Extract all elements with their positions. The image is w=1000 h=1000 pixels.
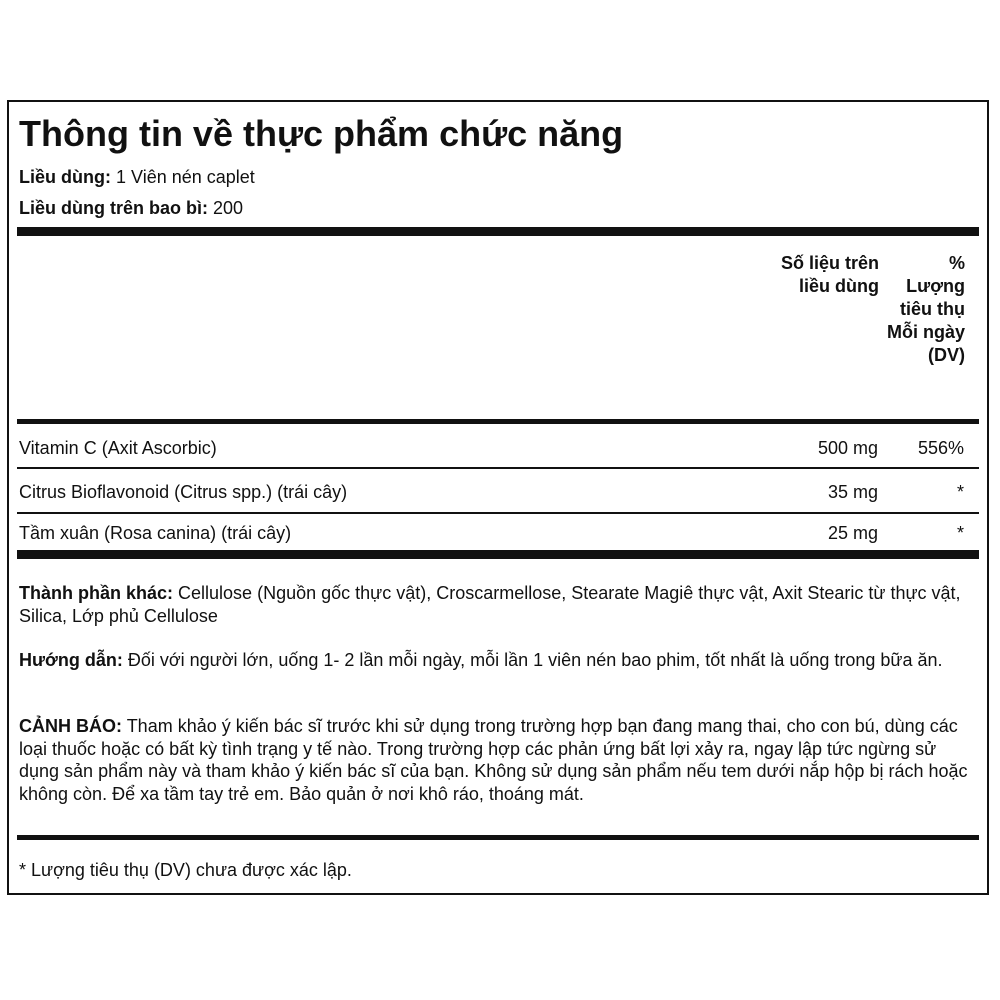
servings-per-container-value: 200: [213, 198, 244, 218]
serving-size-label: Liều dùng:: [19, 167, 111, 187]
divider-thick-top: [17, 227, 979, 236]
nutrient-name: Vitamin C (Axit Ascorbic): [19, 438, 217, 458]
column-header-daily-value: % Lượng tiêu thụ Mỗi ngày (DV): [887, 253, 966, 365]
nutrient-name: Citrus Bioflavonoid (Citrus spp.) (trái cây): [19, 482, 348, 502]
page-title: Thông tin về thực phẩm chức năng: [19, 113, 624, 154]
table-row: [19, 436, 964, 460]
servings-per-container: [19, 197, 243, 219]
nutrient-name: Tầm xuân (Rosa canina) (trái cây): [19, 523, 292, 543]
nutrient-amount: 500 mg: [817, 438, 878, 458]
nutrient-daily-value: *: [956, 523, 964, 543]
nutrient-daily-value: 556%: [917, 438, 964, 458]
serving-size-value: 1 Viên nén caplet: [116, 167, 255, 187]
directions-text: Đối với người lớn, uống 1- 2 lần mỗi ngày, mỗi lần 1 viên nén bao phim, tốt nhất là uống trong bữa ăn.: [127, 650, 943, 670]
other-ingredients-text: Cellulose (Nguồn gốc thực vật), Croscarmellose, Stearate Magiê thực vật, Axit Stearic từ thực vật, Silica, Lớp phủ Cellulose: [19, 583, 961, 626]
directions: [19, 649, 975, 672]
warning-label: CẢNH BÁO:: [19, 716, 122, 736]
directions-label: Hướng dẫn:: [19, 650, 123, 670]
nutrient-amount: 25 mg: [827, 523, 878, 543]
divider-thick-bottom: [17, 550, 979, 559]
column-header-amount: Số liệu trên liều dùng: [780, 253, 879, 296]
divider-footer: [17, 835, 979, 840]
warning: [19, 715, 975, 805]
nutrient-daily-value: *: [956, 482, 964, 502]
nutrient-amount: 35 mg: [827, 482, 878, 502]
serving-size: [19, 166, 255, 188]
divider-row: [17, 467, 979, 469]
divider-header: [17, 419, 979, 424]
servings-per-container-label: Liều dùng trên bao bì:: [19, 198, 208, 218]
other-ingredients-label: Thành phần khác:: [19, 583, 174, 603]
supplement-facts-panel: [7, 100, 989, 895]
other-ingredients: [19, 582, 975, 627]
warning-text: Tham khảo ý kiến bác sĩ trước khi sử dụng trong trường hợp bạn đang mang thai, cho con bú, dùng các loại thuốc hoặc có bất kỳ tình trạng y tế nào. Trong trường hợp các phản ứng bất lợi xảy ra, ngay lập tức ngừng sử dụng sản phẩm này và tham khảo ý kiến bác sĩ của bạn. Không sử dụng sản phẩm nếu tem dưới nắp hộp bị rách hoặc không còn. Để xa tầm tay trẻ em. Bảo quản ở nơi khô ráo, thoáng mát.: [19, 716, 968, 804]
divider-row: [17, 512, 979, 514]
table-row: [19, 521, 964, 545]
footnote: * Lượng tiêu thụ (DV) chưa được xác lập.: [19, 860, 352, 880]
table-row: [19, 480, 964, 504]
